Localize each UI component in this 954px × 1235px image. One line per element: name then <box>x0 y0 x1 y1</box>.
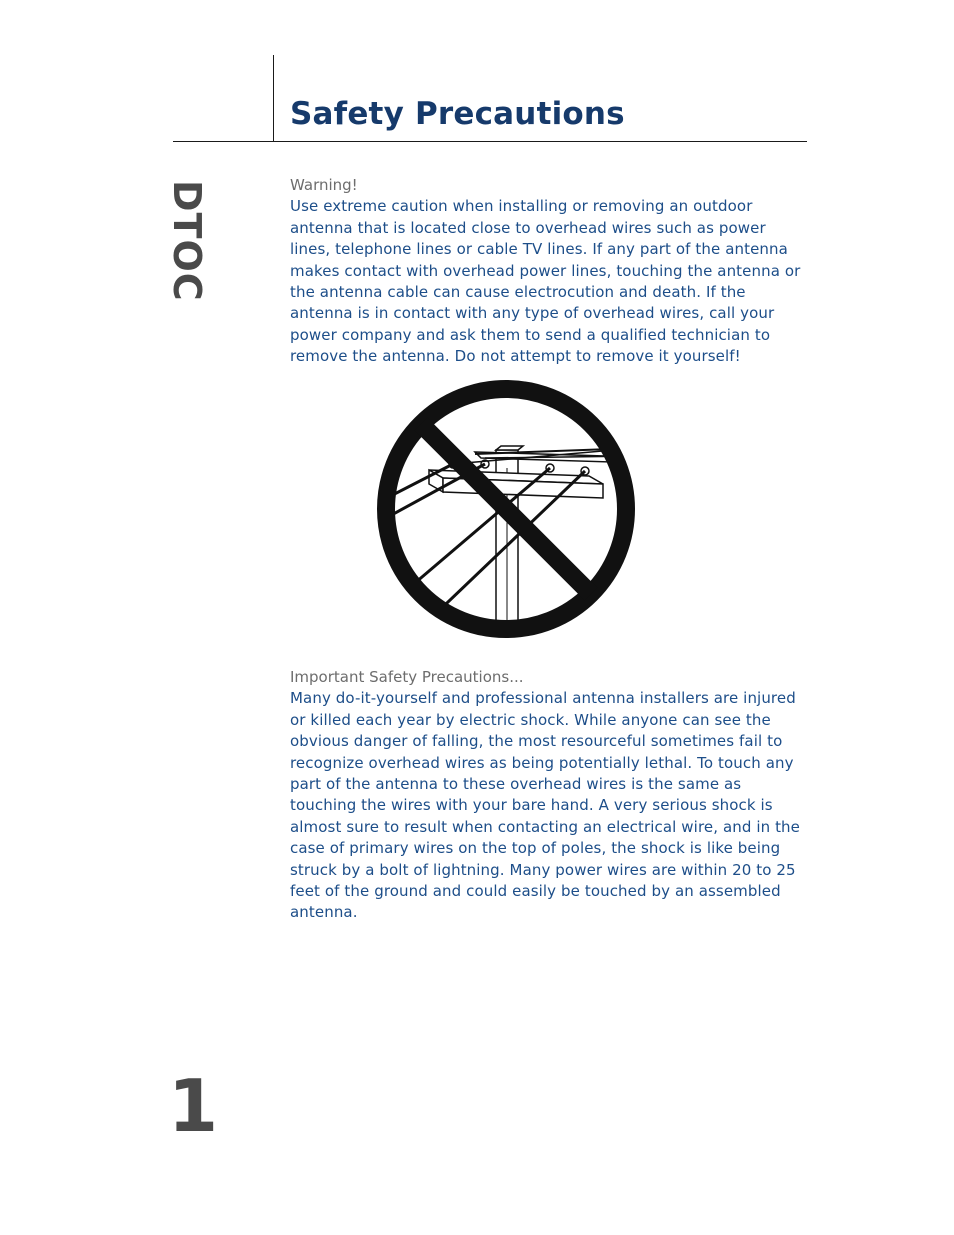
precautions-heading: Important Safety Precautions... <box>290 668 524 686</box>
warning-body: Use extreme caution when installing or removing an outdoor antenna that is located close to overhead wires such as power lines, telephone lines or cable TV lines. If any part of the antenna makes contact with overhead power lines, touching the antenna or the antenna cable can cause electrocution and death. If the antenna is in contact with any type of overhead wires, call your power company and ask them to send a qualified technician to remove the antenna. Do not attempt to remove it yourself! <box>290 197 801 366</box>
page-number: 1 <box>168 1064 219 1148</box>
warning-section <box>290 175 810 368</box>
page-title: Safety Precautions <box>290 96 625 132</box>
header-horizontal-rule <box>173 141 807 142</box>
side-label-text: DTOC <box>165 180 209 302</box>
warning-heading: Warning! <box>290 176 358 194</box>
precautions-section <box>290 667 810 924</box>
precautions-body: Many do-it-yourself and professional antenna installers are injured or killed each year by electric shock. While anyone can see the obvious danger of falling, the most resourceful sometimes fail to recognize overhead wires as being potentially lethal. To touch any part of the antenna to these overhead wires is the same as touching the wires with your bare hand. A very serious shock is almost sure to result when contacting an electrical wire, and in the case of primary wires on the top of poles, the shock is like being struck by a bolt of lightning. Many power wires are within 20 to 25 feet of the ground and could easily be touched by an assembled antenna. <box>290 689 800 922</box>
no-power-lines-icon <box>375 378 637 640</box>
header-vertical-rule <box>273 55 274 141</box>
side-label <box>163 180 209 302</box>
